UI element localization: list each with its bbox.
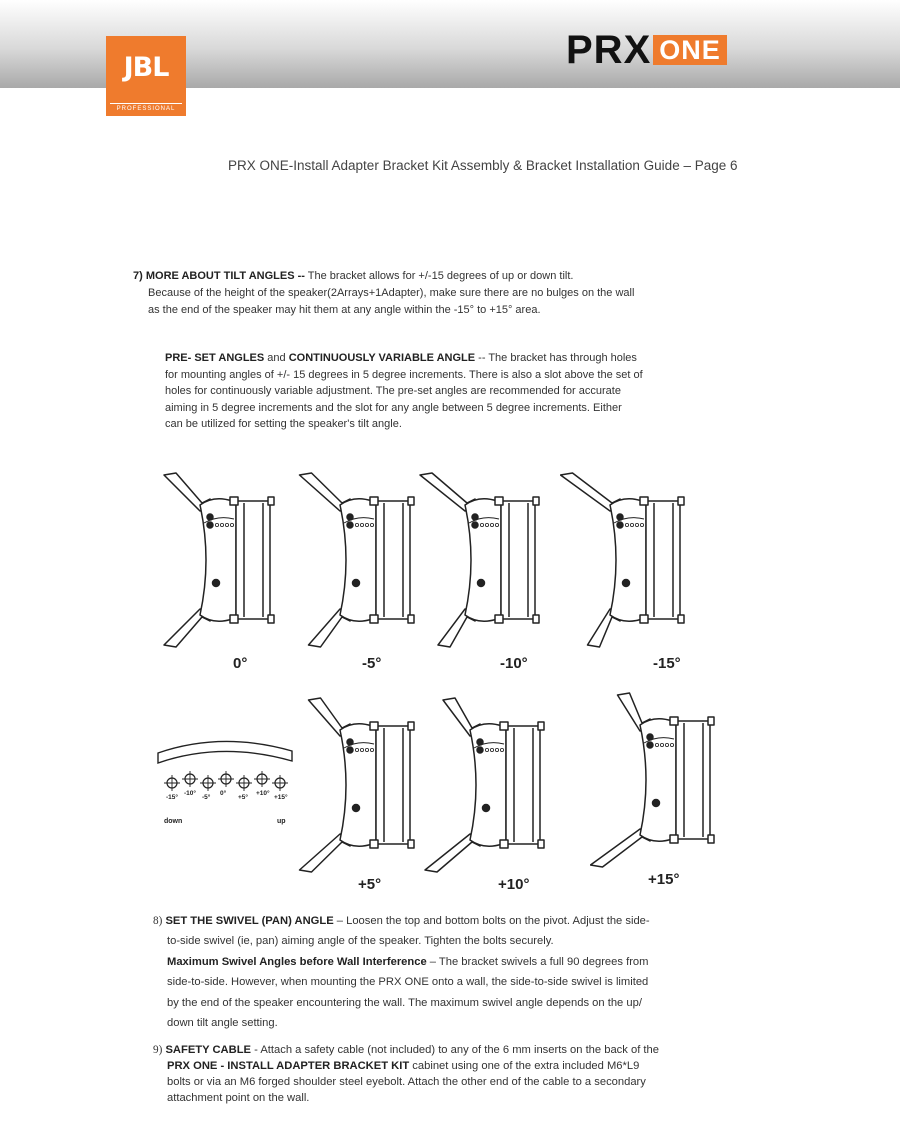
preset-line2: for mounting angles of +/- 15 degrees in 5 degree increments. There is also a slot above the set of [165,368,643,381]
angle-label-plus10: +10° [498,876,530,893]
angle-label-0: 0° [233,655,248,672]
scale-tick-label: -15° [166,794,178,801]
scale-crosshair [218,771,234,787]
angle-label-minus15: -15° [653,655,681,672]
jbl-logo [106,36,186,116]
section9-text2: cabinet using one of the extra included M6*L9 [409,1060,640,1072]
section7-heading-line [133,268,773,285]
scale-crosshair [272,775,288,791]
scale-crosshair [254,771,270,787]
section7-body [148,285,788,318]
bracket-diagram-minus5 [290,465,430,655]
section8-line5: by the end of the speaker encountering the wall. The maximum swivel angle depends on the up/ [167,996,642,1009]
scale-tick-label: 0° [220,790,227,797]
scale-down-label: down [164,818,183,825]
bracket-diagram-0 [150,465,290,655]
bracket-diagram-plus5 [290,690,430,880]
section7-line3: as the end of the speaker may hit them at any angle within the -15° to +15° area. [148,303,541,316]
scale-crosshair [182,771,198,787]
section8-line6: down tilt angle setting. [167,1017,278,1029]
scale-crosshair [200,775,216,791]
scale-crosshair [236,775,252,791]
section8-body [167,931,727,1034]
section7-line2: Because of the height of the speaker(2Arrays+1Adapter), make sure there are no bulges on the wall [148,287,635,299]
preset-and: and [264,352,289,364]
bracket-diagram-plus15 [590,685,730,875]
scale-tick-label: +5° [238,794,249,801]
bracket-diagram-minus10 [415,465,555,655]
section7-number: 7) [133,270,143,282]
angle-label-plus15: +15° [648,871,680,888]
section9-number: 9) [153,1044,163,1056]
scale-arc [158,741,292,763]
prx-one-logo [566,28,727,72]
section8-heading-line [153,911,733,932]
preset-line4: aiming in 5 degree increments and the slot for any angle between 5 degree increments. Either [165,401,622,414]
bracket-diagram-plus10 [420,690,560,880]
angle-label-minus10: -10° [500,655,528,672]
jbl-logo-subtext: PROFESSIONAL [110,103,182,112]
section9-text1: - Attach a safety cable (not included) to any of the 6 mm inserts on the back of the [251,1044,659,1056]
angle-label-plus5: +5° [358,876,382,893]
section8-line4: side-to-side. However, when mounting the PRX ONE onto a wall, the side-to-side swivel is limited [167,976,649,988]
section8-line2: to-side swivel (ie, pan) aiming angle of the speaker. Tighten the bolts securely. [167,935,554,947]
section8-number: 8) [153,915,163,927]
bracket-diagram-minus15 [560,465,700,655]
preset-heading-b: CONTINUOUSLY VARIABLE ANGLE [288,352,476,364]
preset-line1 [165,350,745,367]
page-title: PRX ONE-Install Adapter Bracket Kit Assembly & Bracket Installation Guide – Page 6 [228,158,738,173]
preset-line3: holes for continuously variable adjustment. The pre-set angles are recommended for accurate [165,385,621,397]
prx-logo-text: PRX [566,28,652,72]
one-logo-text: ONE [653,35,727,65]
scale-up-label: up [277,818,286,825]
scale-tick-label: -10° [184,790,196,797]
angle-label-minus5: -5° [362,655,382,672]
section7-heading: MORE ABOUT TILT ANGLES -- [145,270,305,282]
scale-tick-label: +10° [256,790,270,797]
section8-heading: SET THE SWIVEL (PAN) ANGLE [165,915,334,927]
tilt-scale-diagram [150,735,300,830]
section9-heading2: PRX ONE - INSTALL ADAPTER BRACKET KIT [167,1060,410,1072]
section8-subheading: Maximum Swivel Angles before Wall Interference [167,955,427,968]
section9-body [167,1058,737,1107]
preset-line5: can be utilized for setting the speaker's tilt angle. [165,418,402,430]
section8-subtext: – The bracket swivels a full 90 degrees from [426,955,649,968]
jbl-logo-wordmark: JBL [123,52,169,83]
preset-heading-a: PRE- SET ANGLES [165,352,265,364]
scale-tick-label: +15° [274,794,288,801]
scale-tick-label: -5° [202,794,211,801]
scale-crosshair [164,775,180,791]
section9-line3: bolts or via an M6 forged shoulder steel eyebolt. Attach the other end of the cable to a secondary [167,1076,646,1089]
section9-line2 [167,1058,737,1074]
preset-angles-paragraph [165,350,745,433]
section8-text1: – Loosen the top and bottom bolts on the pivot. Adjust the side- [333,915,650,927]
section7-heading-rest: The bracket allows for +/-15 degrees of up or down tilt. [304,270,574,282]
section8-line3 [167,952,727,973]
section9-heading: SAFETY CABLE [165,1044,252,1056]
section9-heading-line [153,1042,743,1058]
preset-text1: -- The bracket has through holes [475,352,637,364]
section9-line4: attachment point on the wall. [167,1092,310,1105]
